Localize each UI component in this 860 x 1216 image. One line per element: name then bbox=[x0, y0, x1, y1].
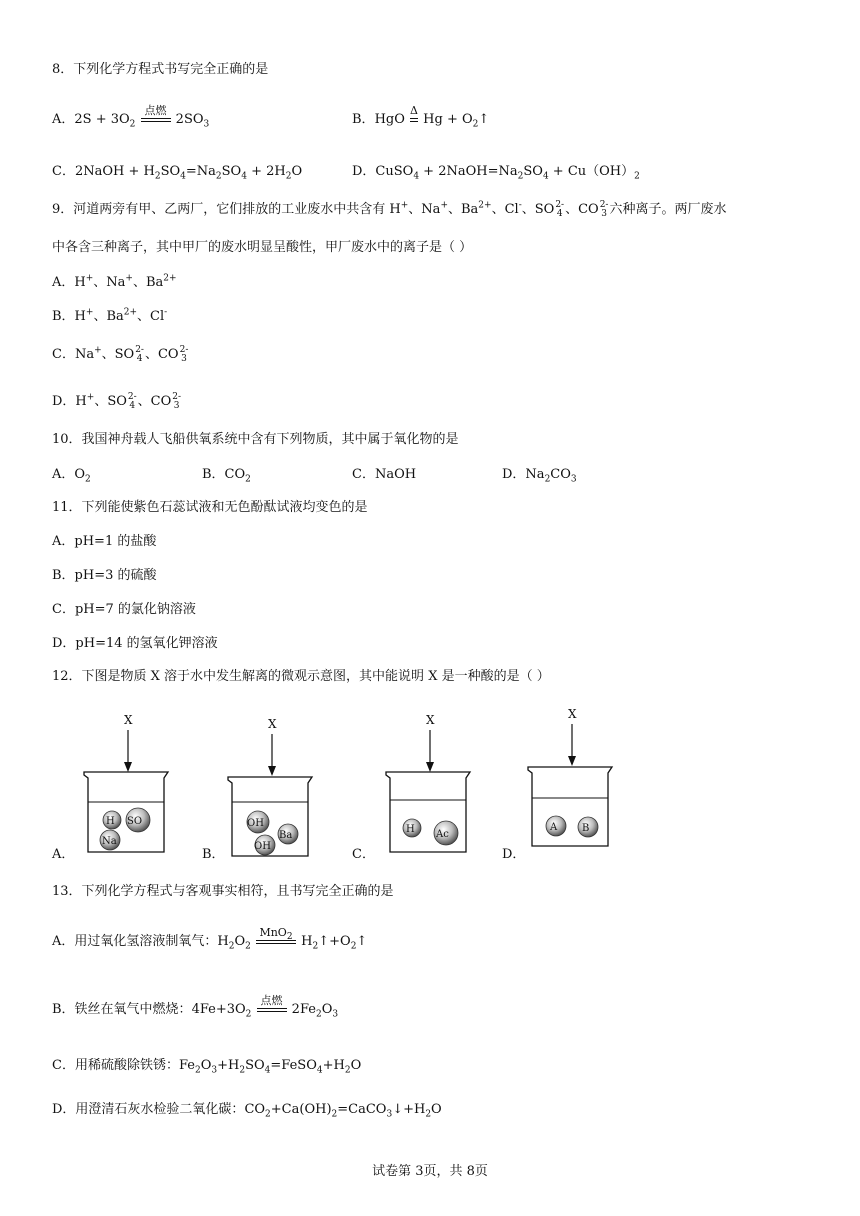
q11-option-a: A．pH=1 的盐酸 bbox=[52, 534, 157, 549]
ion-ac: Ac bbox=[436, 829, 449, 840]
x-label-c: X bbox=[426, 713, 435, 727]
beaker-a bbox=[84, 713, 168, 852]
q11-option-d: D．pH=14 的氢氧化钾溶液 bbox=[52, 636, 218, 651]
q9-option-d: D．H+、SO2- 4 、CO2- 3 bbox=[52, 391, 182, 411]
q8-option-c: C．2NaOH + $H_2SO_4=Na_2SO_4 + 2H_2O$ bbox=[52, 164, 303, 182]
q11-stem: 11．下列能使紫色石蕊试液和无色酚酞试液均变色的是 bbox=[52, 500, 368, 515]
beaker-c bbox=[386, 713, 470, 852]
x-label-b: X bbox=[268, 717, 277, 731]
q12-stem: 12．下图是物质 X 溶于水中发生解离的微观示意图，其中能说明 X 是一种酸的是（ ） bbox=[52, 669, 550, 684]
q10-option-b: B．$CO_2$ bbox=[202, 467, 251, 485]
ion-oh-2: OH bbox=[254, 841, 271, 852]
q13-option-c: C．用稀硫酸除铁锈：$Fe_2O_3+H_2SO_4=FeSO_4+H_2O$ bbox=[52, 1058, 362, 1076]
ion-so4: SO bbox=[127, 816, 143, 827]
x-label-a: X bbox=[124, 713, 133, 727]
q9-line1: 9．河道两旁有甲、乙两厂，它们排放的工业废水中共含有 H+、Na+、$Ba^{2+}$、Cl-、SO2- 4 、CO2- 3 六种离子。两厂废水 bbox=[52, 199, 727, 219]
beaker-b bbox=[228, 717, 312, 856]
beaker-d bbox=[528, 707, 612, 846]
ion-a: A bbox=[550, 822, 558, 833]
q10-option-d: D．$Na_2CO_3$ bbox=[502, 467, 577, 485]
q11-option-b: B．pH=3 的硫酸 bbox=[52, 568, 157, 583]
condition-heat: Δ bbox=[410, 110, 418, 130]
ion-oh-1: OH bbox=[247, 818, 264, 829]
ion-b: B bbox=[582, 823, 590, 834]
ion-h-c: H bbox=[406, 824, 415, 835]
q12-option-b: B． bbox=[202, 847, 225, 862]
ion-na: Na bbox=[102, 836, 117, 847]
page-footer: 试卷第 3页，共 8页 bbox=[372, 1164, 488, 1179]
condition-burn-2: 点燃 bbox=[257, 1000, 287, 1020]
q13-stem: 13．下列化学方程式与客观事实相符，且书写完全正确的是 bbox=[52, 884, 394, 899]
q8-option-b: B．HgO Δ $Hg + O_2↑$ bbox=[352, 104, 490, 130]
q13-option-b: B．铁丝在氧气中燃烧：$4Fe+3O_2$ 点燃 $2Fe_2O_3$ bbox=[52, 994, 339, 1020]
q9-option-c: C．Na+、SO2- 4 、CO2- 3 bbox=[52, 344, 189, 364]
q13-option-d: D．用澄清石灰水检验二氧化碳：$CO_2+Ca(OH)_2=CaCO_3↓+H_2O$ bbox=[52, 1102, 442, 1120]
q8-stem: 8．下列化学方程式书写完全正确的是 bbox=[52, 62, 269, 77]
condition-burn: 点燃 bbox=[141, 110, 171, 130]
q9-option-a: A．H+、Na+、$Ba^{2+}$ bbox=[52, 273, 177, 290]
x-label-d: X bbox=[568, 707, 577, 721]
q10-option-a: A．$O_2$ bbox=[52, 467, 91, 485]
ion-h: H bbox=[106, 816, 115, 827]
q12-option-a: A． bbox=[52, 847, 75, 862]
q12-option-d: D． bbox=[502, 847, 526, 862]
q12-option-c: C． bbox=[352, 847, 375, 862]
q9-option-b: B．H+、$Ba^{2+}$、Cl- bbox=[52, 307, 168, 324]
q8-option-a: A．$2S + 3O_2$ 点燃 $2SO_3$ bbox=[52, 104, 210, 130]
condition-catalyst: MnO$_2$ bbox=[256, 932, 296, 952]
q9-line2: 中各含三种离子，其中甲厂的废水明显呈酸性，甲厂废水中的离子是（ ） bbox=[52, 240, 473, 255]
q11-option-c: C．pH=7 的氯化钠溶液 bbox=[52, 602, 196, 617]
ion-ba: Ba bbox=[279, 830, 293, 841]
q8-option-d: D．CuSO$_4$ + $2NaOH=Na_2SO_4 + Cu(OH)_2$ bbox=[352, 164, 640, 182]
q10-option-c: C．NaOH bbox=[352, 467, 417, 482]
q10-stem: 10．我国神舟载人飞船供氧系统中含有下列物质，其中属于氧化物的是 bbox=[52, 432, 459, 447]
q13-option-a: A．用过氧化氢溶液制氧气：$H_2O_2$ MnO$_2$ $H_2↑+O_2↑$ bbox=[52, 926, 368, 952]
